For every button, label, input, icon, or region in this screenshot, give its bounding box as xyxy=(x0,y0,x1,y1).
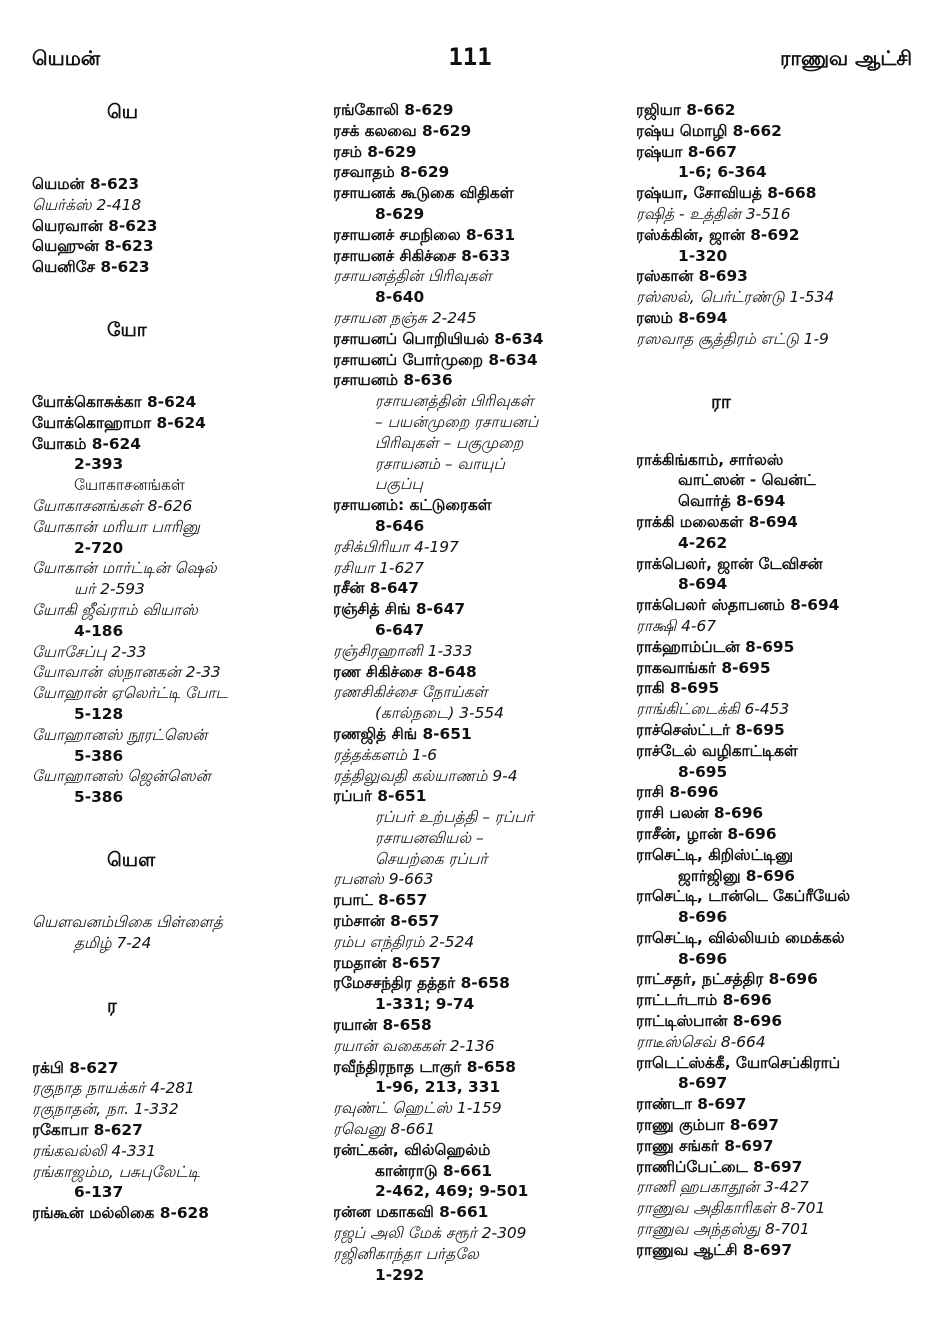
index-entry: ரகோபா 8-627 xyxy=(32,1120,143,1139)
index-entry: ரசாயனப் போர்முறை 8-634 xyxy=(333,350,538,369)
index-entry: ரசாயன நஞ்சு 2-245 xyxy=(333,308,477,327)
index-entry: ராணு கும்பா 8-697 xyxy=(636,1116,779,1135)
index-entry: ரசாயனச் சிகிச்சை 8-633 xyxy=(333,246,511,265)
index-entry: ரசவாதம் 8-629 xyxy=(333,163,450,182)
index-entry: ரஷ்யா 8-667 xyxy=(636,142,737,161)
index-entry-continuation: 2-720 xyxy=(74,538,124,557)
index-entry: ரஷ்யா, சோவியத் 8-668 xyxy=(636,184,817,203)
index-entry-continuation: வாட்ஸன் - வென்ட் xyxy=(678,471,816,490)
index-entry-continuation: ஜார்ஜினு 8-696 xyxy=(678,866,796,885)
index-entry: ரஷித் - உத்தின் 3-516 xyxy=(636,204,791,223)
index-entry: ராசெட்டி, கிறிஸ்ட்டினு xyxy=(636,845,793,864)
index-entry: ரசாயனப் பொறியியல் 8-634 xyxy=(333,329,544,348)
section-heading: யோ xyxy=(107,318,147,341)
index-entry: ராசி பலன் 8-696 xyxy=(636,804,764,823)
index-entry: ரஸம் 8-694 xyxy=(636,308,728,327)
index-entry: ராணு சங்கர் 8-697 xyxy=(636,1136,774,1155)
index-entry-continuation: வொர்த் 8-694 xyxy=(678,492,786,511)
index-entry: ரசாயனச் சமநிலை 8-631 xyxy=(333,225,516,244)
index-entry: ராக்ஹாம்ப்டன் 8-695 xyxy=(636,637,795,656)
index-entry: ராடீஸ்செவ் 8-664 xyxy=(636,1032,766,1051)
index-entry: ரஸ்ஸல், பெர்ட்ரண்டு 1-534 xyxy=(636,288,835,307)
section-heading: ர xyxy=(107,994,117,1017)
index-entry: ரக்பி 8-627 xyxy=(32,1058,119,1077)
index-entry: ரஜினிகாந்தா பர்தலே xyxy=(333,1244,479,1263)
index-entry-continuation: 1-96, 213, 331 xyxy=(375,1078,501,1097)
index-entry: ராச்டேல் வழிகாட்டிகள் xyxy=(636,741,798,760)
index-entry: ரயான் வகைகள் 2-136 xyxy=(333,1036,495,1055)
index-entry: ரங்காஜம்ம, பசுபுலேட்டி xyxy=(32,1162,200,1181)
index-entry: ரசிக்பிரியா 4-197 xyxy=(333,537,459,556)
index-entry-continuation: 2-462, 469; 9-501 xyxy=(375,1182,529,1201)
index-entry: யோஹானஸ் நூரட்ஸென் xyxy=(32,725,208,744)
index-entry-continuation: – பயன்முறை ரசாயனப் xyxy=(375,412,539,431)
index-entry: ரவுண்ட் ஹெட்ஸ் 1-159 xyxy=(333,1099,502,1118)
index-entry: ரசீன் 8-647 xyxy=(333,579,419,598)
section-spacer xyxy=(636,414,936,450)
index-entry: ரணஜித் சிங் 8-651 xyxy=(333,724,472,743)
index-entry: ராணுவ அதிகாரிகள் 8-701 xyxy=(636,1199,826,1218)
index-entry: ரஸ்க்கின், ஜான் 8-692 xyxy=(636,225,800,244)
index-entry: ராட்சதர், நட்சத்திர 8-696 xyxy=(636,970,818,989)
index-entry: ரப்பர் 8-651 xyxy=(333,787,427,806)
index-entry: ராச்செஸ்ட்டர் 8-695 xyxy=(636,720,785,739)
index-entry: ரபாட் 8-657 xyxy=(333,891,428,910)
index-entry-continuation: 6-137 xyxy=(74,1183,124,1202)
index-entry: ரஞ்சித் சிங் 8-647 xyxy=(333,600,466,619)
index-entry-continuation: யர் 2-593 xyxy=(74,580,145,599)
index-entry-continuation: 8-629 xyxy=(375,204,425,223)
index-entry: ரசாயனம்: கட்டுரைகள் xyxy=(333,496,492,515)
index-entry: ராடெட்ஸ்க்கீ, யோசெப்கிராப் xyxy=(636,1053,841,1072)
index-entry: யோகான் மரியா பாரினு xyxy=(32,517,200,536)
index-entry: யோக்கொஹாமா 8-624 xyxy=(32,413,206,432)
index-entry-continuation: 1-320 xyxy=(678,246,728,265)
index-entry-continuation: 1-292 xyxy=(375,1265,425,1284)
index-entry-continuation: 1-331; 9-74 xyxy=(375,995,475,1014)
section-spacer xyxy=(32,1018,324,1058)
index-entry: ரண சிகிச்சை 8-648 xyxy=(333,662,477,681)
index-entry-continuation: கான்ராடு 8-661 xyxy=(375,1161,493,1180)
index-entry: ராக்கிங்காம், சார்லஸ் xyxy=(636,450,784,469)
index-entry: யெஹுன் 8-623 xyxy=(32,237,154,256)
index-entry-continuation: 2-393 xyxy=(74,455,124,474)
index-entry: ராசீன், ழான் 8-696 xyxy=(636,824,777,843)
index-entry: ரஸ்கான் 8-693 xyxy=(636,267,748,286)
index-entry: யெமன் 8-623 xyxy=(32,175,140,193)
index-entry: ரசக் கலவை 8-629 xyxy=(333,121,472,140)
section-heading: ரா xyxy=(711,390,731,413)
index-entry: ராணுவ ஆட்சி 8-697 xyxy=(636,1240,793,1259)
section-spacer xyxy=(32,342,324,392)
index-entry: ரங்கவல்லி 4-331 xyxy=(32,1141,157,1160)
index-entry: ராசி 8-696 xyxy=(636,783,719,802)
index-entry-continuation: செயற்கை ரப்பர் xyxy=(375,849,488,868)
index-entry: ரத்திலுவதி கல்யாணம் 9-4 xyxy=(333,766,518,785)
index-entry-continuation: தமிழ் 7-24 xyxy=(74,933,152,952)
index-entry: ரன்ன மகாகவி 8-661 xyxy=(333,1203,489,1222)
index-entry: ரம்ப எந்திரம் 2-524 xyxy=(333,932,475,951)
index-entry-continuation: 5-386 xyxy=(74,746,124,765)
index-entry: ராணிப்பேட்டை 8-697 xyxy=(636,1157,803,1176)
index-entry: ராண்டா 8-697 xyxy=(636,1095,747,1114)
index-entry-continuation: 6-647 xyxy=(375,620,425,639)
section-spacer xyxy=(32,872,324,912)
index-entry: ரபனஸ் 9-663 xyxy=(333,870,434,889)
index-entry: ராணி ஹபகாதூன் 3-427 xyxy=(636,1178,809,1197)
index-entry-continuation: 4-262 xyxy=(678,533,728,552)
section-spacer xyxy=(636,350,936,390)
index-entry: ராசெட்டி, வில்லியம் மைக்கல் xyxy=(636,928,845,947)
index-entry: ராட்டர்டாம் 8-696 xyxy=(636,991,772,1010)
section-spacer xyxy=(32,124,324,174)
index-entry: ரசம் 8-629 xyxy=(333,142,417,161)
page-number: 111 xyxy=(448,43,492,71)
index-entry-continuation: 8-696 xyxy=(678,908,728,927)
index-entry: ரஞ்சிரஹானி 1-333 xyxy=(333,641,473,660)
index-entry: ரத்தக்களம் 1-6 xyxy=(333,745,437,764)
index-entry: ராணுவ அந்தஸ்து 8-701 xyxy=(636,1220,810,1239)
index-entry: யௌவனம்பிகை பிள்ளைத் xyxy=(32,912,223,931)
index-entry: ரசியா 1-627 xyxy=(333,558,424,577)
index-entry: யோகான் மார்ட்டின் ஷெல் xyxy=(32,559,217,578)
index-entry: ராக்கி மலைகள் 8-694 xyxy=(636,512,798,531)
index-entry: ரங்கூன் மல்லிகை 8-628 xyxy=(32,1204,209,1223)
index-entry-continuation: 1-6; 6-364 xyxy=(678,163,767,182)
index-entry: ராக்பெலர், ஜான் டேவிசன் xyxy=(636,554,823,573)
page-header xyxy=(0,43,940,80)
index-entry: யெரவான் 8-623 xyxy=(32,216,158,235)
index-entry-continuation: ரசாயனத்தின் பிரிவுகள் xyxy=(375,392,534,411)
index-entry: யோஹான் ஏலெர்ட்டி போட xyxy=(32,684,228,703)
index-entry-continuation: ரப்பர் உற்பத்தி – ரப்பர் xyxy=(375,808,534,827)
section-heading: யௌ xyxy=(107,848,156,871)
index-entry: யோகம் 8-624 xyxy=(32,434,141,453)
index-entry: ரவெனு 8-661 xyxy=(333,1120,436,1139)
index-entry-continuation: 8-646 xyxy=(375,516,425,535)
index-entry-continuation: 5-386 xyxy=(74,788,124,807)
running-head-right: ராணுவ ஆட்சி xyxy=(780,46,912,70)
index-entry-continuation: 5-128 xyxy=(74,704,124,723)
section-spacer xyxy=(32,278,324,318)
section-heading: யெ xyxy=(107,101,139,123)
index-entry: ரசாயனம் 8-636 xyxy=(333,371,453,390)
index-entry: ராங்கிட்டைக்கி 6-453 xyxy=(636,700,790,719)
index-entry: ரகுநாதன், நா. 1-332 xyxy=(32,1100,179,1119)
index-entry: ரஷ்ய மொழி 8-662 xyxy=(636,121,782,140)
index-entry: யெர்க்ஸ் 2-418 xyxy=(32,195,142,214)
index-entry-continuation: 8-697 xyxy=(678,1074,728,1093)
index-entry: ராசெட்டி, டான்டெ கேப்ரீயேல் xyxy=(636,887,851,906)
index-entry: ராட்டிஸ்பான் 8-696 xyxy=(636,1012,783,1031)
index-entry: ரமேசசந்திர தத்தர் 8-658 xyxy=(333,974,510,993)
index-entry-continuation: ரசாயனம் – வாயுப் xyxy=(375,454,505,473)
index-entry: ரம்சான் 8-657 xyxy=(333,912,440,931)
section-spacer xyxy=(32,808,324,848)
index-entry: ரஜப் அலி மேக் சரூர் 2-309 xyxy=(333,1224,527,1243)
index-entry: ரஜியா 8-662 xyxy=(636,101,736,119)
index-column-1 xyxy=(32,100,324,1224)
index-entry: ரஸவாத சூத்திரம் எட்டு 1-9 xyxy=(636,329,829,348)
index-entry: ராகி 8-695 xyxy=(636,679,720,698)
index-entry-continuation: 4-186 xyxy=(74,621,124,640)
index-entry: யோஹானஸ் ஜென்ஸென் xyxy=(32,767,211,786)
index-entry-continuation: ரசாயனவியல் – xyxy=(375,828,484,847)
index-entry-continuation: (கால்நடை) 3-554 xyxy=(375,704,504,723)
index-entry: ரவீந்திரநாத டாகுர் 8-658 xyxy=(333,1057,516,1076)
index-entry-continuation: 8-696 xyxy=(678,949,728,968)
index-entry-continuation: பகுப்பு xyxy=(375,475,423,494)
index-column-3 xyxy=(636,100,936,1261)
index-entry-continuation: யோகாசனங்கள் xyxy=(74,476,185,495)
index-entry: ரகுநாத நாயக்கர் 4-281 xyxy=(32,1079,195,1098)
index-entry: யெனிசே 8-623 xyxy=(32,258,150,277)
index-entry: ரன்ட்கன், வில்ஹெல்ம் xyxy=(333,1140,491,1159)
index-entry: ராக்ஷி 4-67 xyxy=(636,616,717,635)
running-head-left: யெமன் xyxy=(32,46,101,70)
index-entry: யோக்கொசுக்கா 8-624 xyxy=(32,392,197,411)
index-entry: யோகி ஜீவ்ராம் வியாஸ் xyxy=(32,600,198,619)
index-entry: ராக்பெலர் ஸ்தாபனம் 8-694 xyxy=(636,596,840,615)
index-entry-continuation: 8-640 xyxy=(375,288,425,307)
index-entry: ராகவாங்கர் 8-695 xyxy=(636,658,771,677)
index-entry: ரங்கோலி 8-629 xyxy=(333,101,454,119)
index-entry: யோகாசனங்கள் 8-626 xyxy=(32,496,193,515)
index-entry: ரசாயனக் கூடுகை விதிகள் xyxy=(333,184,514,203)
section-spacer xyxy=(32,954,324,994)
index-entry: யோவான் ஸ்நானகன் 2-33 xyxy=(32,663,221,682)
index-entry: ரமதான் 8-657 xyxy=(333,953,441,972)
index-entry-continuation: 8-694 xyxy=(678,575,728,594)
index-entry-continuation: 8-695 xyxy=(678,762,728,781)
index-entry-continuation: பிரிவுகள் – பகுமுறை xyxy=(375,433,524,452)
index-entry: ரணசிகிச்சை நோய்கள் xyxy=(333,683,488,702)
index-entry: யோசேப்பு 2-33 xyxy=(32,642,147,661)
index-entry: ரசாயனத்தின் பிரிவுகள் xyxy=(333,267,492,286)
index-column-2 xyxy=(333,100,625,1285)
index-entry: ரயான் 8-658 xyxy=(333,1016,432,1035)
